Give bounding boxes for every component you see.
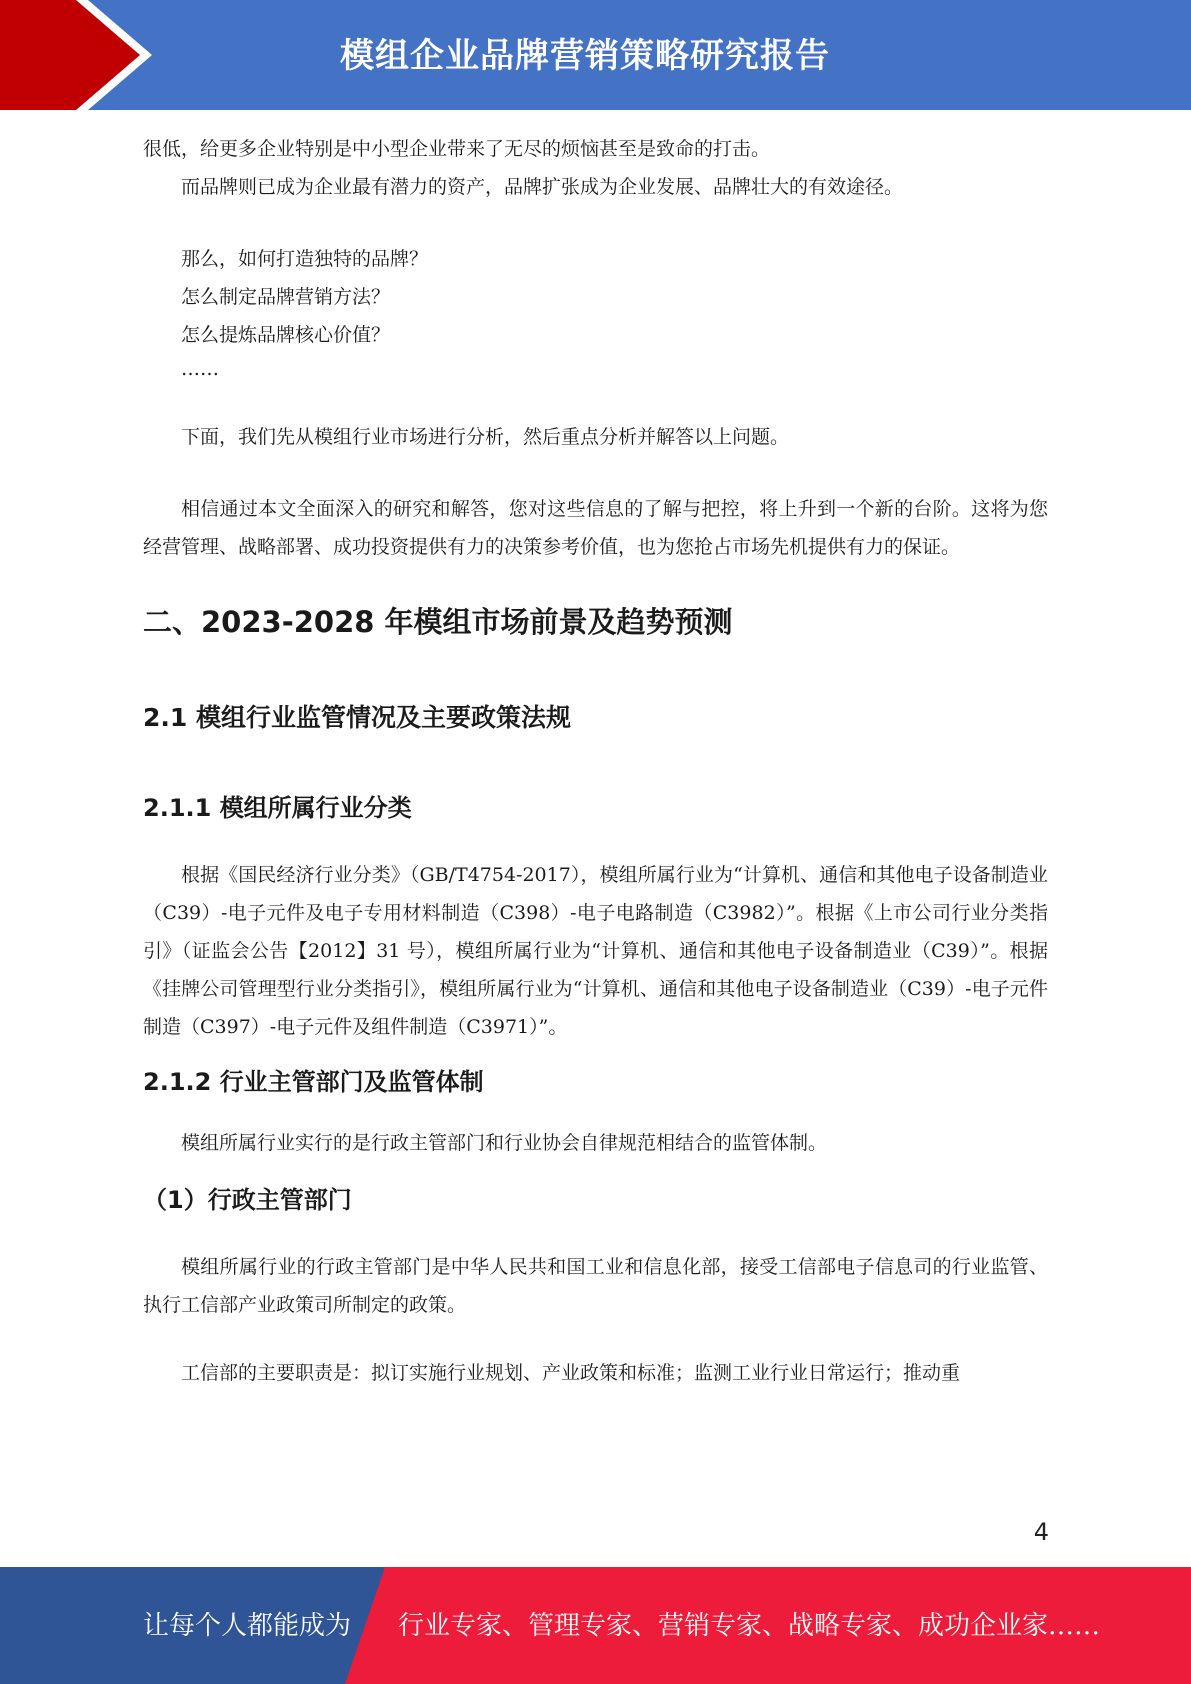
paragraph-value-statement: 相信通过本文全面深入的研究和解答，您对这些信息的了解与把控，将上升到一个新的台阶。这将为您经营管理、战略部署、成功投资提供有力的决策参考价值，也为您抢占市场先机提供有力的保证。 [143,498,1048,558]
paragraph-miit-duties: 工信部的主要职责是：拟订实施行业规划、产业政策和标准；监测工业行业日常运行；推动重 [181,1362,961,1384]
question-3: 怎么提炼品牌核心价值？ [181,324,391,346]
paragraph-industry-classification: 根据《国民经济行业分类》（GB/T4754-2017），模组所属行业为“计算机、通信和其他电子设备制造业（C39）-电子元件及电子专用材料制造（C398）-电子电路制造（C3982）”。根据《上市公司行业分类指引》（证监会公告【2012】31 号），模组所属行业为“计算机、通信和其他电子设备制造业（C39）”。根据《挂牌公司管理型行业分类指引》，模组所属行业为“计算机、通信和其他电子设备制造业（C39）-电子元件制造（C397）-电子元件及组件制造（C3971）”。 [143,864,1048,1038]
page-footer [0,1567,1191,1684]
subsection-heading-2-1-2: 2.1.2 行业主管部门及监管体制 [143,1068,484,1096]
footer-slogan-left: 让每个人都能成为 [143,1611,352,1641]
section-heading-2: 二、2023-2028 年模组市场前景及趋势预测 [143,605,733,639]
header-red-chevron [0,0,140,110]
question-1: 那么，如何打造独特的品牌？ [181,248,429,270]
question-2: 怎么制定品牌营销方法？ [181,286,391,308]
paragraph-continued: 很低，给更多企业特别是中小型企业带来了无尽的烦恼甚至是致命的打击。 [143,138,771,160]
subsection-heading-2-1: 2.1 模组行业监管情况及主要政策法规 [143,703,571,732]
document-body [143,130,1048,1392]
paragraph-analysis-intro: 下面，我们先从模组行业市场进行分析，然后重点分析并解答以上问题。 [181,426,790,448]
heading-admin-department: （1）行政主管部门 [143,1186,352,1214]
page-number: 4 [1033,1518,1049,1546]
paragraph-brand-assets: 而品牌则已成为企业最有潜力的资产，品牌扩张成为企业发展、品牌壮大的有效途径。 [181,176,904,198]
footer-slogan-right: 行业专家、管理专家、营销专家、战略专家、成功企业家…… [398,1611,1101,1641]
subsection-heading-2-1-1: 2.1.1 模组所属行业分类 [143,794,412,822]
paragraph-miit-authority: 模组所属行业的行政主管部门是中华人民共和国工业和信息化部，接受工信部电子信息司的行业监管、执行工信部产业政策司所制定的政策。 [143,1256,1048,1316]
report-title: 模组企业品牌营销策略研究报告 [340,36,830,76]
page-header [0,0,1191,110]
question-ellipsis: …… [181,358,219,380]
paragraph-regulatory-system: 模组所属行业实行的是行政主管部门和行业协会自律规范相结合的监管体制。 [181,1132,828,1154]
